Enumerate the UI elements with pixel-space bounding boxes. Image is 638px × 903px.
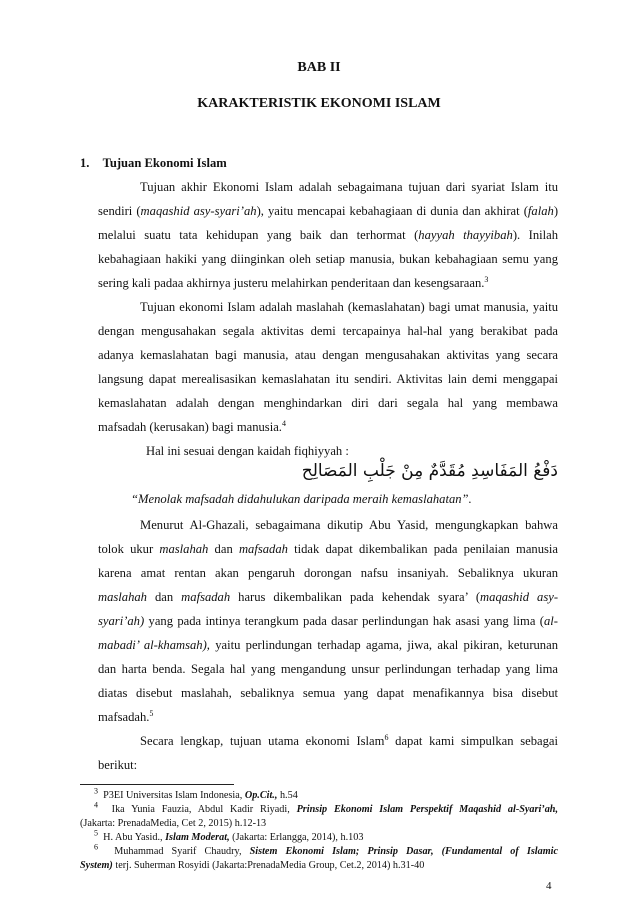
- footnote-ref-4: 4: [281, 418, 286, 428]
- section-number: 1.: [80, 156, 90, 170]
- footnote-ref-6: 6: [384, 732, 389, 742]
- page-number: 4: [546, 880, 552, 892]
- section-heading: [80, 154, 227, 172]
- chapter-title: KARAKTERISTIK EKONOMI ISLAM: [197, 96, 441, 111]
- footnote-4-line-2: (Jakarta: PrenadaMedia, Cet 2, 2015) h.12-13: [80, 818, 267, 829]
- p4-line-2: tolok ukur maslahah dan mafsadah tidak dapat dikembalikan pada penilaian manusia: [98, 542, 558, 556]
- p2-line-4: langsung dapat merealisasikan kemaslahatan itu sendiri. Aktivitas lain demi menggapai: [98, 372, 558, 386]
- footnote-6-line-1: $^6$ Muhammad Syarif Chaudry, Sistem Ekonomi Islam; Prinsip Dasar, (Fundamental of Islamic: [94, 842, 559, 857]
- p2-line-6: mafsadah (kerusakan) bagi manusia.$^4$: [98, 418, 286, 434]
- p1-line-4: kebahagiaan hakiki yang diinginkan oleh setiap manusia, bukan kebahagiaan semu yang: [98, 252, 558, 266]
- p4-line-7: dan harta benda. Segala hal yang mengandung unsur perlindungan terhadap yang lima: [98, 662, 558, 676]
- footnote-ref-5: 5: [149, 708, 154, 718]
- p2-line-5: kemaslahatan adalah dengan menghindarkan diri dari segala hal yang membawa: [98, 396, 558, 410]
- p5-line-2: berikut:: [98, 758, 138, 772]
- p1-line-5: sering kali padaa akhirnya justeru melahirkan penderitaan dan kesengsaraan.$^3$: [98, 274, 489, 290]
- p1-line-1: Tujuan akhir Ekonomi Islam adalah sebagaimana tujuan dari syariat Islam itu: [140, 180, 558, 194]
- footnote-3: $^3$ P3EI Universitas Islam Indonesia, Op.Cit., h.54: [94, 786, 298, 801]
- p4-line-9: mafsadah.$^5$: [98, 708, 154, 724]
- footnote-5: $^5$ H. Abu Yasid., Islam Moderat, (Jakarta: Erlangga, 2014), h.103: [94, 828, 364, 843]
- footnote-6-line-2: System) terj. Suherman Rosyidi (Jakarta:PrenadaMedia Group, Cet.2, 2014) h.31-40: [80, 860, 425, 871]
- p2-line-2: dengan mengusahakan segala aktivitas demi tercapainya hal-hal yang berakibat pada: [98, 324, 558, 338]
- p2-line-3: adanya kemaslahatan bagi manusia, atau dengan mengusahakan aktivitas yang secara: [98, 348, 558, 362]
- arabic-maxim: دَفْعُ المَفَاسِدِ مُقَدَّمٌ مِنْ جَلْبِ المَصَالِح: [301, 461, 558, 481]
- p5-line-1: Secara lengkap, tujuan utama ekonomi Islam$^6$ dapat kami simpulkan sebagai: [140, 732, 558, 748]
- footnote-ref-3: 3: [484, 274, 489, 284]
- maxim-translation: “Menolak mafsadah didahulukan daripada meraih kemaslahatan”.: [131, 492, 472, 506]
- p3-line-1: Hal ini sesuai dengan kaidah fiqhiyyah :: [146, 444, 349, 458]
- footnote-4-line-1: $^4$ Ika Yunia Fauzia, Abdul Kadir Riyadi, Prinsip Ekonomi Islam Perspektif Maqashid al-Syari’ah,: [94, 800, 558, 815]
- p4-line-3: karena amat rentan akan pengaruh dorongan nafsu insaniyah. Sebaliknya ukuran: [98, 566, 558, 580]
- p4-line-4: maslahah dan mafsadah harus dikembalikan pada kehendak syara’ (maqashid asy-: [98, 590, 559, 604]
- p4-line-6: mabadi’ al-khamsah), yaitu perlindungan terhadap agama, jiwa, akal pikiran, keturunan: [98, 638, 558, 652]
- p4-line-8: diatas disebut maslahah, sebaliknya semua yang dapat menafikannya bisa disebut: [98, 686, 558, 700]
- p1-line-3: melalui suatu tata kehidupan yang baik dan terhormat (hayyah thayyibah). Inilah: [98, 228, 559, 242]
- p4-line-5: syari’ah) yang pada intinya terangkum pada dasar perlindungan hak asasi yang lima (al-: [98, 614, 558, 628]
- p2-line-1: Tujuan ekonomi Islam adalah maslahah (kemaslahatan) bagi umat manusia, yaitu: [140, 300, 558, 314]
- section-title: Tujuan Ekonomi Islam: [102, 156, 227, 170]
- p1-line-2: sendiri (maqashid asy-syari’ah), yaitu mencapai kebahagiaan di dunia dan akhirat (falah): [98, 204, 559, 218]
- footnote-divider: [80, 784, 234, 785]
- chapter-label: BAB II: [297, 60, 341, 75]
- p4-line-1: Menurut Al-Ghazali, sebagaimana dikutip Abu Yasid, mengungkapkan bahwa: [140, 518, 558, 532]
